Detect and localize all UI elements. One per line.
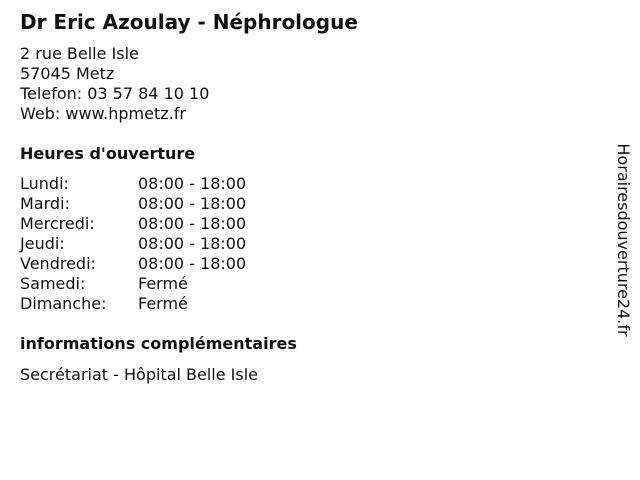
time-value: 08:00 - 18:00 <box>138 254 247 273</box>
day-label: Jeudi: <box>20 234 65 253</box>
day-label: Mardi: <box>20 194 70 213</box>
time-value: Fermé <box>138 294 188 313</box>
hours-row-thursday <box>20 234 246 254</box>
time-value: 08:00 - 18:00 <box>138 234 247 253</box>
hours-row-friday <box>20 254 246 274</box>
day-label: Samedi: <box>20 274 86 293</box>
additional-info-text: Secrétariat - Hôpital Belle Isle <box>20 365 259 384</box>
day-label: Vendredi: <box>20 254 96 273</box>
time-value: 08:00 - 18:00 <box>138 174 247 193</box>
day-label: Lundi: <box>20 174 69 193</box>
address-phone: Telefon: 03 57 84 10 10 <box>20 84 210 103</box>
address-city: 57045 Metz <box>20 64 115 83</box>
time-value: 08:00 - 18:00 <box>138 194 247 213</box>
day-label: Mercredi: <box>20 214 95 233</box>
site-watermark: Horairesdouverture24.fr <box>614 143 633 337</box>
address-street: 2 rue Belle Isle <box>20 44 139 63</box>
page-title: Dr Eric Azoulay - Néphrologue <box>20 10 358 34</box>
address-block <box>20 44 209 124</box>
time-value: 08:00 - 18:00 <box>138 214 247 233</box>
address-web: Web: www.hpmetz.fr <box>20 104 186 123</box>
hours-row-sunday <box>20 294 246 314</box>
hours-row-tuesday <box>20 194 246 214</box>
hours-row-wednesday <box>20 214 246 234</box>
opening-hours-heading: Heures d'ouverture <box>20 144 196 163</box>
additional-info-heading: informations complémentaires <box>20 334 297 353</box>
hours-row-saturday <box>20 274 246 294</box>
opening-hours-table <box>20 174 246 314</box>
day-label: Dimanche: <box>20 294 107 313</box>
time-value: Fermé <box>138 274 188 293</box>
hours-row-monday <box>20 174 246 194</box>
